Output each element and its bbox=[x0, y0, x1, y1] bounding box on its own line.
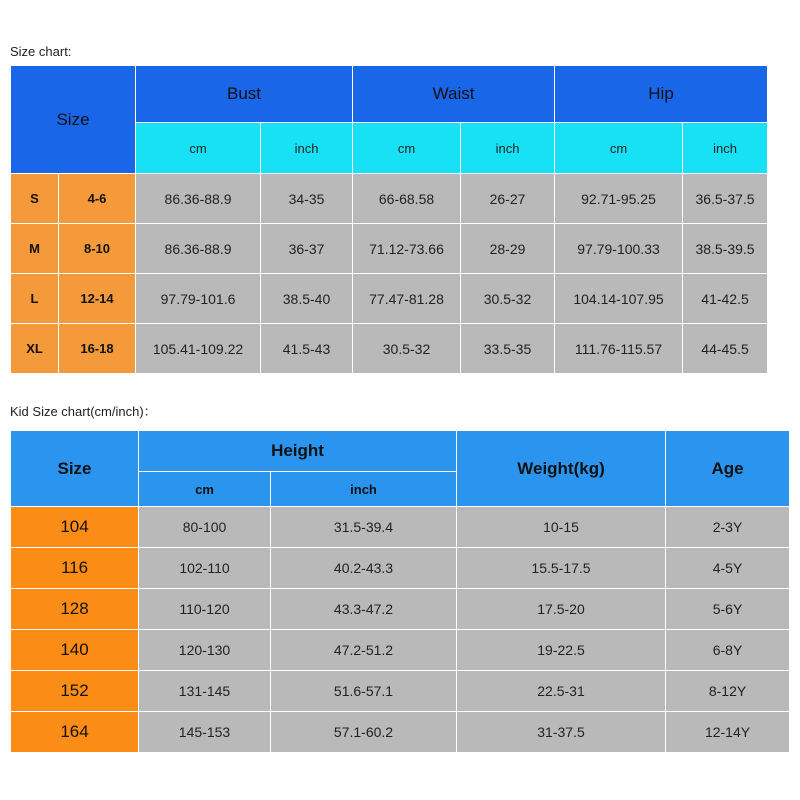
hip-cm: 92.71-95.25 bbox=[555, 174, 683, 224]
age-header: Age bbox=[666, 431, 790, 507]
height-cm: 131-145 bbox=[139, 671, 271, 712]
age: 2-3Y bbox=[666, 507, 790, 548]
height-inch: 47.2-51.2 bbox=[271, 630, 457, 671]
table-row bbox=[11, 548, 790, 589]
height-cm: 80-100 bbox=[139, 507, 271, 548]
size-label: L bbox=[11, 274, 59, 324]
hip-header: Hip bbox=[555, 66, 768, 123]
table-row bbox=[11, 671, 790, 712]
unit-header: inch bbox=[683, 123, 768, 174]
height-inch: 43.3-47.2 bbox=[271, 589, 457, 630]
table-row bbox=[11, 174, 768, 224]
height-header: Height bbox=[139, 431, 457, 472]
weight-header: Weight(kg) bbox=[457, 431, 666, 507]
table-row bbox=[11, 507, 790, 548]
hip-cm: 97.79-100.33 bbox=[555, 224, 683, 274]
unit-header: inch bbox=[261, 123, 353, 174]
size-range: 8-10 bbox=[59, 224, 136, 274]
waist-cm: 66-68.58 bbox=[353, 174, 461, 224]
waist-inch: 26-27 bbox=[461, 174, 555, 224]
age: 12-14Y bbox=[666, 712, 790, 753]
size-label: M bbox=[11, 224, 59, 274]
weight-kg: 31-37.5 bbox=[457, 712, 666, 753]
height-inch: 57.1-60.2 bbox=[271, 712, 457, 753]
height-cm: 120-130 bbox=[139, 630, 271, 671]
weight-kg: 22.5-31 bbox=[457, 671, 666, 712]
age: 6-8Y bbox=[666, 630, 790, 671]
unit-header: inch bbox=[461, 123, 555, 174]
table-row bbox=[11, 630, 790, 671]
height-inch: 51.6-57.1 bbox=[271, 671, 457, 712]
age: 8-12Y bbox=[666, 671, 790, 712]
unit-header: inch bbox=[271, 472, 457, 507]
height-cm: 145-153 bbox=[139, 712, 271, 753]
adult-size-table bbox=[10, 65, 768, 374]
size-label: XL bbox=[11, 324, 59, 374]
bust-cm: 86.36-88.9 bbox=[136, 174, 261, 224]
waist-cm: 77.47-81.28 bbox=[353, 274, 461, 324]
weight-kg: 10-15 bbox=[457, 507, 666, 548]
height-inch: 40.2-43.3 bbox=[271, 548, 457, 589]
weight-kg: 17.5-20 bbox=[457, 589, 666, 630]
hip-inch: 36.5-37.5 bbox=[683, 174, 768, 224]
weight-kg: 15.5-17.5 bbox=[457, 548, 666, 589]
weight-kg: 19-22.5 bbox=[457, 630, 666, 671]
table-row bbox=[11, 224, 768, 274]
hip-inch: 38.5-39.5 bbox=[683, 224, 768, 274]
age: 5-6Y bbox=[666, 589, 790, 630]
kid-chart-caption: Kid Size chart(cm/inch)： bbox=[10, 404, 157, 419]
hip-inch: 44-45.5 bbox=[683, 324, 768, 374]
hip-cm: 104.14-107.95 bbox=[555, 274, 683, 324]
table-row bbox=[11, 324, 768, 374]
kid-size-label: 164 bbox=[11, 712, 139, 753]
unit-header: cm bbox=[139, 472, 271, 507]
waist-inch: 33.5-35 bbox=[461, 324, 555, 374]
unit-header: cm bbox=[555, 123, 683, 174]
waist-cm: 71.12-73.66 bbox=[353, 224, 461, 274]
table-row bbox=[11, 274, 768, 324]
size-header: Size bbox=[11, 66, 136, 174]
unit-header: cm bbox=[353, 123, 461, 174]
bust-inch: 38.5-40 bbox=[261, 274, 353, 324]
size-range: 4-6 bbox=[59, 174, 136, 224]
unit-header: cm bbox=[136, 123, 261, 174]
height-cm: 110-120 bbox=[139, 589, 271, 630]
waist-cm: 30.5-32 bbox=[353, 324, 461, 374]
bust-cm: 86.36-88.9 bbox=[136, 224, 261, 274]
height-cm: 102-110 bbox=[139, 548, 271, 589]
table-row bbox=[11, 589, 790, 630]
kid-size-label: 104 bbox=[11, 507, 139, 548]
kid-size-label: 116 bbox=[11, 548, 139, 589]
bust-inch: 41.5-43 bbox=[261, 324, 353, 374]
height-inch: 31.5-39.4 bbox=[271, 507, 457, 548]
bust-inch: 36-37 bbox=[261, 224, 353, 274]
table-row bbox=[11, 712, 790, 753]
bust-cm: 105.41-109.22 bbox=[136, 324, 261, 374]
kid-size-header: Size bbox=[11, 431, 139, 507]
bust-header: Bust bbox=[136, 66, 353, 123]
size-range: 16-18 bbox=[59, 324, 136, 374]
hip-inch: 41-42.5 bbox=[683, 274, 768, 324]
kid-size-label: 152 bbox=[11, 671, 139, 712]
waist-inch: 28-29 bbox=[461, 224, 555, 274]
kid-size-label: 128 bbox=[11, 589, 139, 630]
age: 4-5Y bbox=[666, 548, 790, 589]
waist-inch: 30.5-32 bbox=[461, 274, 555, 324]
bust-inch: 34-35 bbox=[261, 174, 353, 224]
bust-cm: 97.79-101.6 bbox=[136, 274, 261, 324]
kid-size-label: 140 bbox=[11, 630, 139, 671]
size-label: S bbox=[11, 174, 59, 224]
size-range: 12-14 bbox=[59, 274, 136, 324]
adult-chart-caption: Size chart: bbox=[10, 44, 72, 59]
hip-cm: 111.76-115.57 bbox=[555, 324, 683, 374]
kid-size-table bbox=[10, 430, 790, 753]
waist-header: Waist bbox=[353, 66, 555, 123]
